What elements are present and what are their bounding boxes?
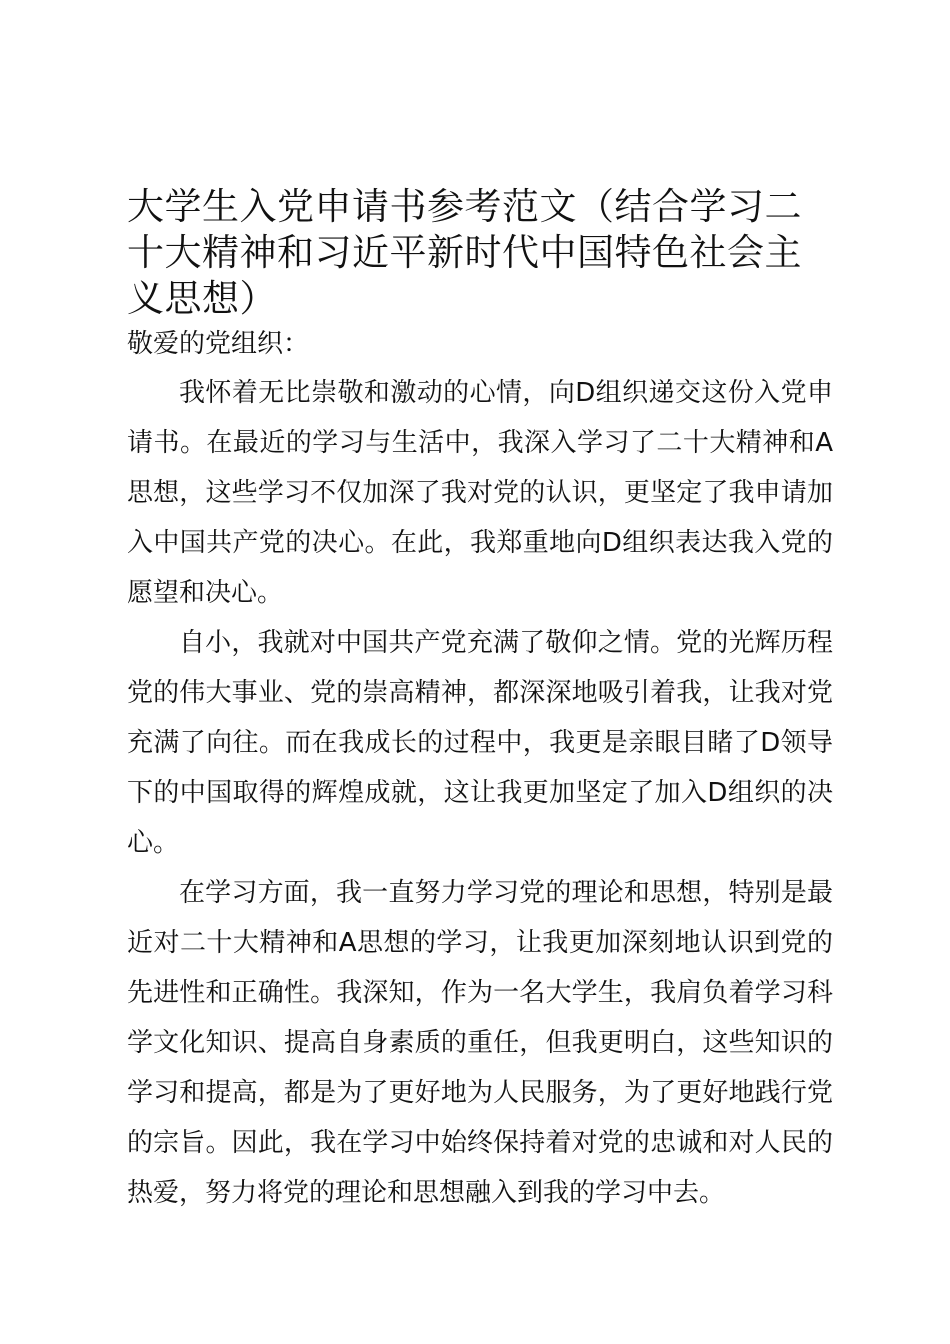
paragraph-1: 我怀着无比崇敬和激动的心情，向D组织递交这份入党申请书。在最近的学习与生活中，我深入学习了二十大精神和A思想，这些学习不仅加深了我对党的认识，更坚定了我申请加入中国共产党的决心。在此，我郑重地向D组织表达我入党的愿望和决心。: [127, 378, 833, 608]
document-page: [127, 184, 833, 1218]
paragraph-2: 自小，我就对中国共产党充满了敬仰之情。党的光辉历程党的伟大事业、党的崇高精神，都深深地吸引着我，让我对党充满了向往。而在我成长的过程中，我更是亲眼目睹了D领导下的中国取得的辉煌成就，这让我更加坚定了加入D组织的决心。: [127, 628, 833, 858]
paragraph-3: 在学习方面，我一直努力学习党的理论和思想，特别是最近对二十大精神和A思想的学习，让我更加深刻地认识到党的先进性和正确性。我深知，作为一名大学生，我肩负着学习科学文化知识、提高自身素质的重任，但我更明白，这些知识的学习和提高，都是为了更好地为人民服务，为了更好地践行党的宗旨。因此，我在学习中始终保持着对党的忠诚和对人民的热爱，努力将党的理论和思想融入到我的学习中去。: [127, 878, 833, 1208]
salutation: 敬爱的党组织：: [127, 329, 310, 359]
document-title: 大学生入党申请书参考范文（结合学习二十大精神和习近平新时代中国特色社会主义思想）: [127, 185, 802, 320]
